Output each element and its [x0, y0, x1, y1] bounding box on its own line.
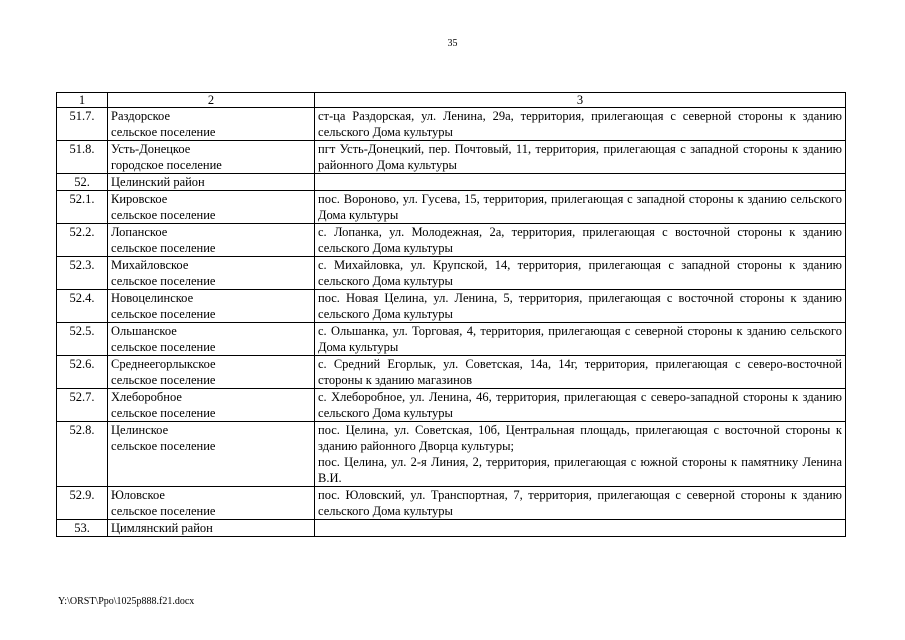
location-paragraph: пос. Новая Целина, ул. Ленина, 5, территория, прилегающая с восточной стороны к зданию сельского Дома культуры: [318, 291, 842, 321]
header-col-2: 2: [108, 93, 315, 108]
location-paragraph: [318, 520, 842, 536]
settlement-name-line: Хлеборобное: [111, 390, 182, 404]
settlement-name: [108, 108, 315, 141]
location-paragraph: пос. Целина, ул. Советская, 10б, Центральная площадь, прилегающая с восточной стороны к зданию районного Дворца культуры;: [318, 423, 842, 453]
header-col-3: 3: [315, 93, 846, 108]
settlement-name: [108, 191, 315, 224]
settlement-name-line: сельское поселение: [111, 373, 216, 387]
document-table: [56, 92, 846, 537]
settlement-name: [108, 422, 315, 487]
settlement-name-line: Лопанское: [111, 225, 168, 239]
settlement-name-line: Цимлянский район: [111, 521, 213, 535]
table-row: [57, 389, 846, 422]
settlement-name: [108, 257, 315, 290]
location-description: [315, 224, 846, 257]
settlement-name-line: сельское поселение: [111, 125, 216, 139]
location-description: [315, 356, 846, 389]
settlement-name-line: сельское поселение: [111, 241, 216, 255]
settlement-name-line: Ольшанское: [111, 324, 177, 338]
settlement-name: [108, 224, 315, 257]
table-row: [57, 257, 846, 290]
table-row: [57, 323, 846, 356]
location-paragraph: с. Хлеборобное, ул. Ленина, 46, территория, прилегающая с северо-западной стороны к зданию сельского Дома культуры: [318, 390, 842, 420]
location-paragraph: пос. Целина, ул. 2-я Линия, 2, территория, прилегающая с южной стороны к памятнику Ленина В.И.: [318, 455, 842, 485]
table-row: [57, 174, 846, 191]
row-number: 52.8.: [57, 422, 108, 487]
row-number: 52.7.: [57, 389, 108, 422]
row-number: 52.5.: [57, 323, 108, 356]
settlement-name-line: сельское поселение: [111, 439, 216, 453]
page-number: 35: [447, 38, 458, 49]
row-number: 52.3.: [57, 257, 108, 290]
row-number: 52.: [57, 174, 108, 191]
row-number: 52.2.: [57, 224, 108, 257]
settlement-name-line: Раздорское: [111, 109, 171, 123]
row-number: 52.4.: [57, 290, 108, 323]
settlement-name-line: Среднеегорлыкское: [111, 357, 216, 371]
footer-file-path: Y:\ORST\Ppo\1025p888.f21.docx: [58, 596, 195, 607]
location-paragraph: с. Михайловка, ул. Крупской, 14, территория, прилегающая с западной стороны к зданию сельского Дома культуры: [318, 258, 842, 288]
location-description: [315, 174, 846, 191]
table-row: [57, 224, 846, 257]
location-paragraph: с. Средний Егорлык, ул. Советская, 14а, 14г, территория, прилегающая с северо-восточной стороны к зданию магазинов: [318, 357, 842, 387]
table-row: [57, 356, 846, 389]
table-row: [57, 290, 846, 323]
settlement-name-line: сельское поселение: [111, 208, 216, 222]
table-row: [57, 108, 846, 141]
location-paragraph: ст-ца Раздорская, ул. Ленина, 29а, территория, прилегающая с северной стороны к зданию сельского Дома культуры: [318, 109, 842, 139]
settlement-name: [108, 174, 315, 191]
settlement-name: [108, 141, 315, 174]
settlement-name-line: городское поселение: [111, 158, 222, 172]
location-paragraph: [318, 174, 842, 190]
settlement-name: [108, 487, 315, 520]
row-number: 53.: [57, 520, 108, 537]
row-number: 51.7.: [57, 108, 108, 141]
settlement-name: [108, 389, 315, 422]
settlement-name-line: Юловское: [111, 488, 165, 502]
table-row: [57, 422, 846, 487]
table-row: [57, 141, 846, 174]
settlement-name-line: Кировское: [111, 192, 168, 206]
location-paragraph: пгт Усть-Донецкий, пер. Почтовый, 11, территория, прилегающая с западной стороны к зданию районного Дома культуры: [318, 142, 842, 172]
table-header-row: [57, 93, 846, 108]
settlement-name-line: Целинское: [111, 423, 169, 437]
location-description: [315, 108, 846, 141]
location-description: [315, 323, 846, 356]
location-paragraph: с. Лопанка, ул. Молодежная, 2а, территория, прилегающая с восточной стороны к зданию сельского Дома культуры: [318, 225, 842, 255]
settlement-name: [108, 520, 315, 537]
location-paragraph: пос. Юловский, ул. Транспортная, 7, территория, прилегающая с северной стороны к зданию сельского Дома культуры: [318, 488, 842, 518]
location-description: [315, 141, 846, 174]
settlement-name-line: сельское поселение: [111, 274, 216, 288]
table-row: [57, 191, 846, 224]
row-number: 52.6.: [57, 356, 108, 389]
location-description: [315, 520, 846, 537]
location-description: [315, 422, 846, 487]
settlement-name-line: сельское поселение: [111, 307, 216, 321]
settlement-name-line: сельское поселение: [111, 340, 216, 354]
location-description: [315, 487, 846, 520]
settlement-name-line: сельское поселение: [111, 406, 216, 420]
settlement-name-line: Целинский район: [111, 175, 205, 189]
header-col-1: 1: [57, 93, 108, 108]
location-description: [315, 389, 846, 422]
row-number: 52.9.: [57, 487, 108, 520]
location-description: [315, 290, 846, 323]
settlement-name-line: Усть-Донецкое: [111, 142, 191, 156]
location-description: [315, 257, 846, 290]
settlement-name: [108, 290, 315, 323]
location-paragraph: пос. Вороново, ул. Гусева, 15, территория, прилегающая с западной стороны к зданию сельского Дома культуры: [318, 192, 842, 222]
settlement-name-line: Новоцелинское: [111, 291, 194, 305]
table-row: [57, 520, 846, 537]
row-number: 51.8.: [57, 141, 108, 174]
settlement-name: [108, 323, 315, 356]
location-description: [315, 191, 846, 224]
settlement-name: [108, 356, 315, 389]
location-paragraph: с. Ольшанка, ул. Торговая, 4, территория, прилегающая с северной стороны к зданию сельского Дома культуры: [318, 324, 842, 354]
table-row: [57, 487, 846, 520]
settlement-name-line: Михайловское: [111, 258, 189, 272]
row-number: 52.1.: [57, 191, 108, 224]
settlement-name-line: сельское поселение: [111, 504, 216, 518]
